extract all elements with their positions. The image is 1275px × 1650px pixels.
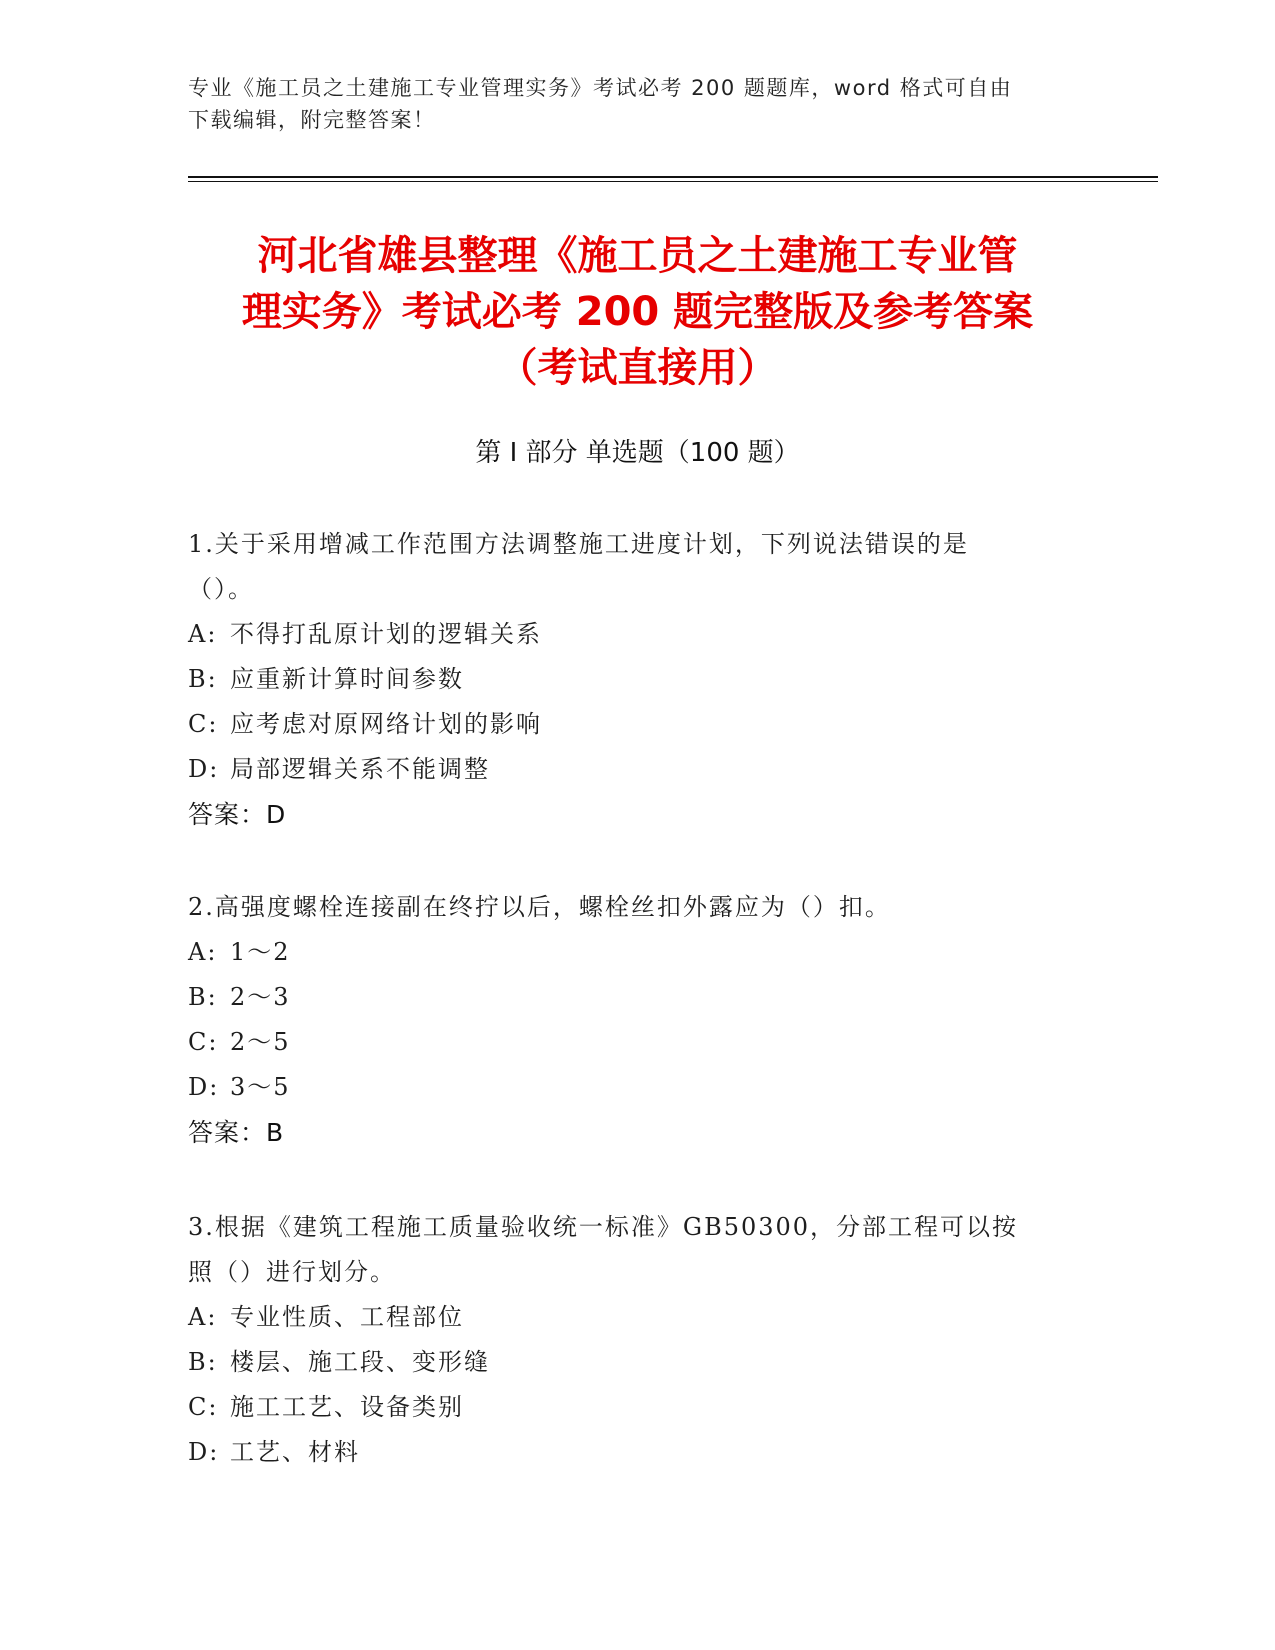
option-a — [188, 930, 1088, 975]
header-note-line: 专业《施工员之土建施工专业管理实务》考试必考 200 题题库，word 格式可自由 — [188, 76, 1013, 100]
stem-line: 3.根据《建筑工程施工质量验收统一标准》GB50300，分部工程可以按 — [188, 1213, 1019, 1241]
stem-line: 2.高强度螺栓连接副在终拧以后，螺栓丝扣外露应为（）扣。 — [188, 893, 891, 921]
question-3 — [188, 1205, 1088, 1475]
option-text: 2～3 — [230, 983, 291, 1011]
option-text: 应重新计算时间参数 — [230, 665, 464, 693]
option-c — [188, 1385, 1088, 1430]
option-key: B: — [188, 1348, 218, 1376]
option-c — [188, 702, 1088, 747]
option-key: A: — [188, 938, 218, 966]
option-d — [188, 747, 1088, 792]
option-text: 3～5 — [230, 1073, 291, 1101]
option-key: C: — [188, 1393, 219, 1421]
option-key: D: — [188, 1073, 220, 1101]
title-line: 河北省雄县整理《施工员之土建施工专业管 — [257, 233, 1018, 279]
option-c — [188, 1020, 1088, 1065]
option-text: 局部逻辑关系不能调整 — [230, 755, 490, 783]
stem-line: 照（）进行划分。 — [188, 1258, 396, 1286]
option-key: C: — [188, 710, 219, 738]
option-text: 专业性质、工程部位 — [230, 1303, 464, 1331]
document-title — [130, 228, 1145, 396]
option-b — [188, 975, 1088, 1020]
option-a — [188, 1295, 1088, 1340]
option-b — [188, 1340, 1088, 1385]
title-line: 理实务》考试必考 200 题完整版及参考答案 — [241, 289, 1034, 335]
answer: 答案：D — [188, 800, 287, 829]
option-d — [188, 1430, 1088, 1475]
option-key: C: — [188, 1028, 219, 1056]
option-a — [188, 612, 1088, 657]
header-divider — [188, 176, 1158, 178]
option-key: D: — [188, 755, 220, 783]
option-key: D: — [188, 1438, 220, 1466]
stem-line: （）。 — [188, 575, 254, 603]
option-b — [188, 657, 1088, 702]
answer: 答案：B — [188, 1118, 285, 1147]
option-key: B: — [188, 665, 218, 693]
option-key: B: — [188, 983, 218, 1011]
option-text: 2～5 — [230, 1028, 291, 1056]
option-text: 不得打乱原计划的逻辑关系 — [230, 620, 542, 648]
question-stem — [188, 522, 1088, 612]
section-heading: 第 I 部分 单选题（100 题） — [475, 438, 800, 468]
option-d — [188, 1065, 1088, 1110]
option-text: 应考虑对原网络计划的影响 — [230, 710, 542, 738]
option-text: 楼层、施工段、变形缝 — [230, 1348, 490, 1376]
question-stem — [188, 1205, 1088, 1295]
question-1 — [188, 522, 1088, 837]
header-note — [188, 72, 1078, 136]
stem-line: 1.关于采用增减工作范围方法调整施工进度计划，下列说法错误的是 — [188, 530, 969, 558]
option-text: 1～2 — [230, 938, 291, 966]
question-2 — [188, 885, 1088, 1155]
option-key: A: — [188, 1303, 218, 1331]
question-stem — [188, 885, 1088, 930]
title-line: （考试直接用） — [497, 345, 778, 391]
option-key: A: — [188, 620, 218, 648]
header-note-line: 下载编辑，附完整答案！ — [188, 108, 436, 132]
header-divider-thin — [188, 181, 1158, 182]
option-text: 工艺、材料 — [230, 1438, 360, 1466]
option-text: 施工工艺、设备类别 — [230, 1393, 464, 1421]
